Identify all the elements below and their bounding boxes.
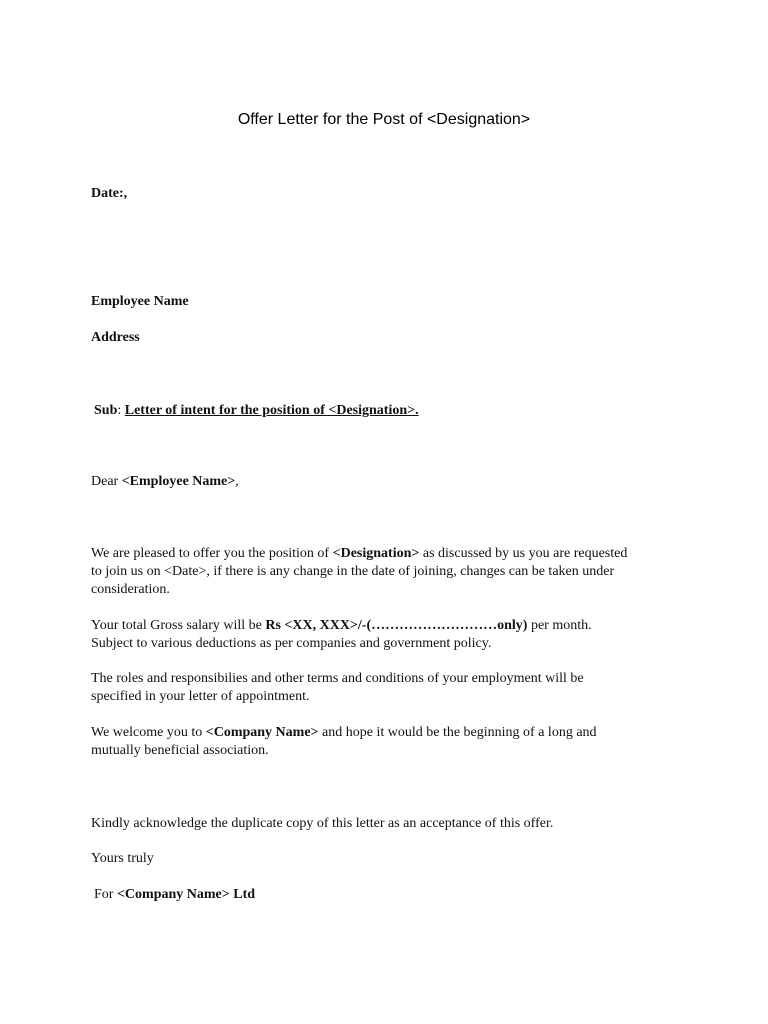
- date-label: Date:,: [91, 186, 128, 201]
- letter-title: Offer Letter for the Post of <Designation>: [237, 111, 531, 128]
- salutation-pre: Dear: [91, 474, 122, 489]
- para1-text-c: as discussed by us you are requested: [419, 546, 628, 561]
- subject-colon: :: [117, 403, 122, 418]
- para1-designation: <Designation>: [332, 546, 420, 561]
- salutation-name: <Employee Name>: [121, 474, 236, 489]
- para1-text-a: We are pleased to offer you the position of: [91, 546, 333, 561]
- acknowledge-line: Kindly acknowledge the duplicate copy of this letter as an acceptance of this offer.: [91, 816, 554, 831]
- address-label: Address: [91, 330, 140, 345]
- para4-line1: [91, 724, 691, 742]
- subject-line: [94, 402, 694, 420]
- para2-line2: Subject to various deductions as per companies and government policy.: [91, 636, 492, 651]
- subject-text: Letter of intent for the position of <Designation>.: [124, 403, 419, 418]
- salutation-post: ,: [235, 474, 239, 489]
- para2-text-e: per month.: [527, 618, 592, 633]
- para2-currency: Rs: [265, 618, 281, 633]
- for-prefix: For: [94, 887, 117, 902]
- para4-text-a: We welcome you to: [91, 725, 206, 740]
- para3-line2: specified in your letter of appointment.: [91, 689, 310, 704]
- para4-line2: mutually beneficial association.: [91, 743, 269, 758]
- para2-line1: [91, 617, 691, 635]
- para1-line2: to join us on <Date>, if there is any change in the date of joining, changes can be taken under: [91, 564, 615, 579]
- para4-company: <Company Name>: [205, 725, 319, 740]
- para4-text-c: and hope it would be the beginning of a long and: [318, 725, 597, 740]
- salutation: [91, 473, 691, 491]
- para2-amount-words: (………………………only): [366, 618, 528, 633]
- para2-amount: <XX, XXX>/-: [284, 618, 367, 633]
- para1-line3: consideration.: [91, 582, 170, 597]
- employee-name-label: Employee Name: [91, 294, 189, 309]
- para3-line1: The roles and responsibilies and other terms and conditions of your employment will be: [91, 671, 584, 686]
- para2-text-a: Your total Gross salary will be: [91, 618, 266, 633]
- yours-truly: Yours truly: [91, 851, 154, 866]
- for-company-line: [94, 886, 694, 904]
- para1-line1: [91, 545, 691, 563]
- for-company-name: <Company Name> Ltd: [116, 887, 256, 902]
- subject-prefix: Sub: [94, 403, 118, 418]
